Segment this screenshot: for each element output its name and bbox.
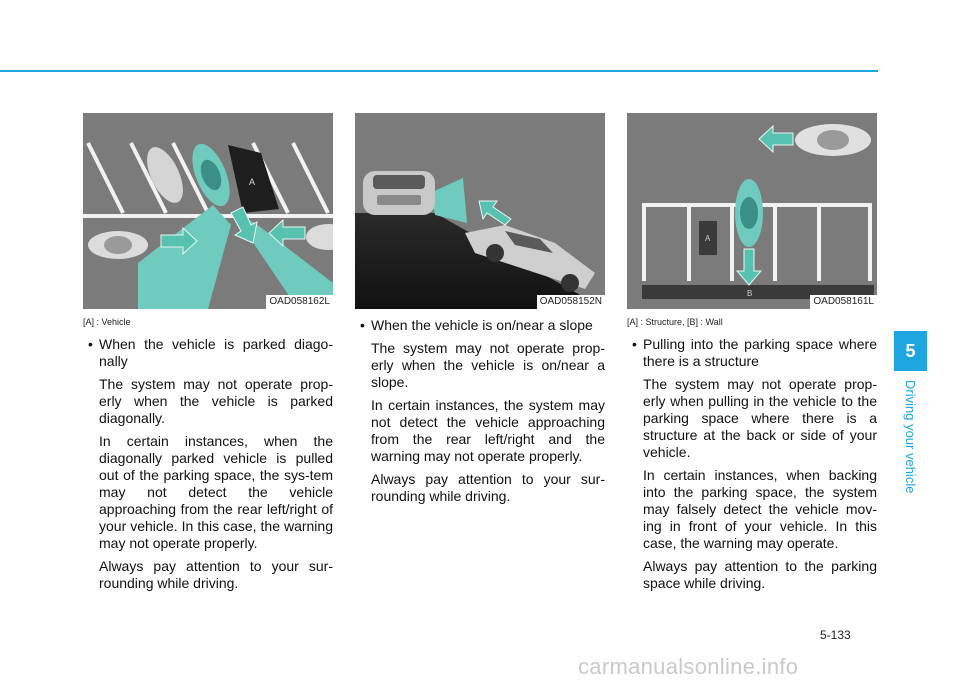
column-slope [355, 113, 605, 505]
structure-parking-illustration [627, 113, 877, 309]
figure-label-a: A [249, 177, 256, 187]
paragraph: The system may not operate prop-erly when the vehicle is parked diagonally. [99, 376, 333, 426]
paragraph: In certain instances, when backing into the parking space, the system may falsely detect the vehicle mov-ing in front of your vehicle. In this case, the warning may operate. [643, 467, 877, 551]
chapter-label: Driving your vehicle [903, 380, 918, 494]
car-approaching-left [88, 231, 148, 259]
paragraph: Always pay attention to your sur-rounding while driving. [99, 558, 333, 591]
diagonal-parking-illustration [83, 113, 333, 309]
figure-code: OAD058162L [266, 295, 333, 309]
figure-diagonal-parking [83, 113, 333, 309]
paragraph: The system may not operate prop-erly when the vehicle is on/near a slope. [371, 340, 605, 390]
figure-code: OAD058152N [537, 295, 605, 309]
header-rule [0, 70, 878, 72]
figure-code: OAD058161L [810, 295, 877, 309]
paragraph: Always pay attention to your sur-rounding while driving. [371, 471, 605, 504]
figure-structure [627, 113, 877, 309]
page-number: 5-133 [820, 628, 851, 642]
bullet-heading: • Pulling into the parking space where there is a structure [627, 336, 877, 370]
car-own-teal [735, 179, 763, 247]
car-front-view [363, 171, 435, 215]
watermark: carmanualsonline.info [578, 654, 799, 679]
figure-slope [355, 113, 605, 309]
paragraph: In certain instances, when the diagonally parked vehicle is pulled out of the parking space, the sys-tem may not detect the vehicle approaching from the rear left/right of your vehicle. In this case, the warning may not operate properly. [99, 433, 333, 551]
figure-caption: [A] : Structure, [B] : Wall [627, 317, 723, 327]
figure-label-a: A [705, 234, 711, 243]
column-structure [627, 113, 877, 592]
paragraph: The system may not operate prop-erly when pulling in the vehicle to the parking space where there is a structure at the back or side of your vehicle. [643, 376, 877, 460]
column-diagonal-parking [83, 113, 333, 592]
bullet-heading: • When the vehicle is parked diago-nally [83, 336, 333, 370]
slope-illustration [355, 113, 605, 309]
paragraph: In certain instances, the system may not detect the vehicle approaching from the rear left/right and the warning may not operate properly. [371, 397, 605, 464]
bullet-heading: • When the vehicle is on/near a slope [355, 317, 605, 334]
chapter-tab: 5 [894, 331, 927, 371]
car-passing [795, 124, 871, 156]
figure-caption: [A] : Vehicle [83, 317, 131, 327]
paragraph: Always pay attention to the parking space while driving. [643, 558, 877, 591]
figure-label-b: B [747, 289, 753, 298]
